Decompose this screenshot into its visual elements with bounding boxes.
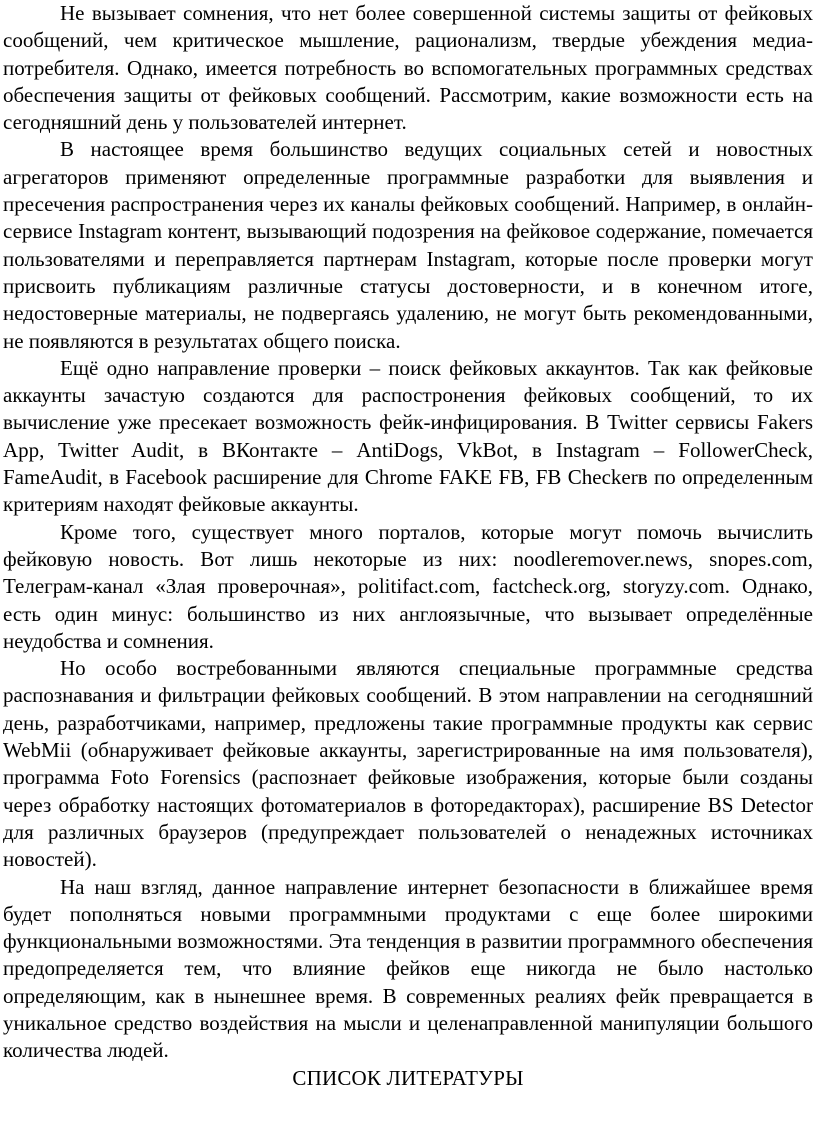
paragraph-social-networks: В настоящее время большинство ведущих социальных сетей и новостных агрегаторов применяют определенные программные разработки для выявления и пресечения распространения через их каналы фейковых сообщений. Например, в онлайн-сервисе Instagram контент, вызывающий подозрения на фейковое содержание, помечается пользователями и переправляется партнерам Instagram, которые после проверки могут присвоить публикациям различные статусы достоверности, и в конечном итоге, недостоверные материалы, не подвергаясь удалению, не могут быть рекомендованными, не появляются в результатах общего поиска. — [3, 137, 813, 353]
paragraph-fact-check-portals: Кроме того, существует много порталов, которые могут помочь вычислить фейковую новость. Вот лишь некоторые из них: noodleremover.news, snopes.com, Телеграм-канал «Злая проверочная», politifact.com, factcheck.org, storyzy.com. Однако, есть один минус: большинство из них англоязычные, что вызывает определённые неудобства и сомнения. — [3, 519, 813, 653]
paragraph-fake-accounts: Ещё одно направление проверки – поиск фейковых аккаунтов. Так как фейковые аккаунты зачастую создаются для распостронения фейковых сообщений, то их вычисление уже пресекает возможность фейк-инфицирования. В Twitter сервисы Fakers App, Twitter Audit, в ВКонтакте – AntiDogs, VkBot, в Instagram – FollowerCheck, FameAudit, в Facebook расширение для Chrome FAKE FB, FB Checkerв по определенным критериям находят фейковые аккаунты. — [3, 355, 813, 517]
paragraph-intro: Не вызывает сомнения, что нет более совершенной системы защиты от фейковых сообщений, чем критическое мышление, рационализм, твердые убеждения медиа-потребителя. Однако, имеется потребность во вспомогательных программных средствах обеспечения защиты от фейковых сообщений. Рассмотрим, какие возможности есть на сегодняшний день у пользователей интернет. — [3, 1, 813, 135]
references-heading: СПИСОК ЛИТЕРАТУРЫ — [292, 1065, 524, 1090]
paragraph-software-tools: Но особо востребованными являются специальные программные средства распознавания и фильтрации фейковых сообщений. В этом направлении на сегодняшний день, разработчиками, например, предложены такие программные продукты как сервис WebMii (обнаруживает фейковые аккаунты, зарегистрированные на имя пользователя), программа Foto Forensics (распознает фейковые изображения, которые были созданы через обработку настоящих фотоматериалов в фоторедакторах), расширение BS Detector для различных браузеров (предупреждает пользователей о ненадежных источниках новостей). — [3, 656, 813, 872]
paragraph-conclusion: На наш взгляд, данное направление интернет безопасности в ближайшее время будет пополняться новыми программными продуктами с еще более широкими функциональными возможностями. Эта тенденция в развитии программного обеспечения предопределяется тем, что влияние фейков еще никогда не было настолько определяющим, как в нынешнее время. В современных реалиях фейк превращается в уникальное средство воздействия на мысли и целенаправленной манипуляции большого количества людей. — [3, 874, 813, 1063]
document-page — [3, 0, 813, 1092]
